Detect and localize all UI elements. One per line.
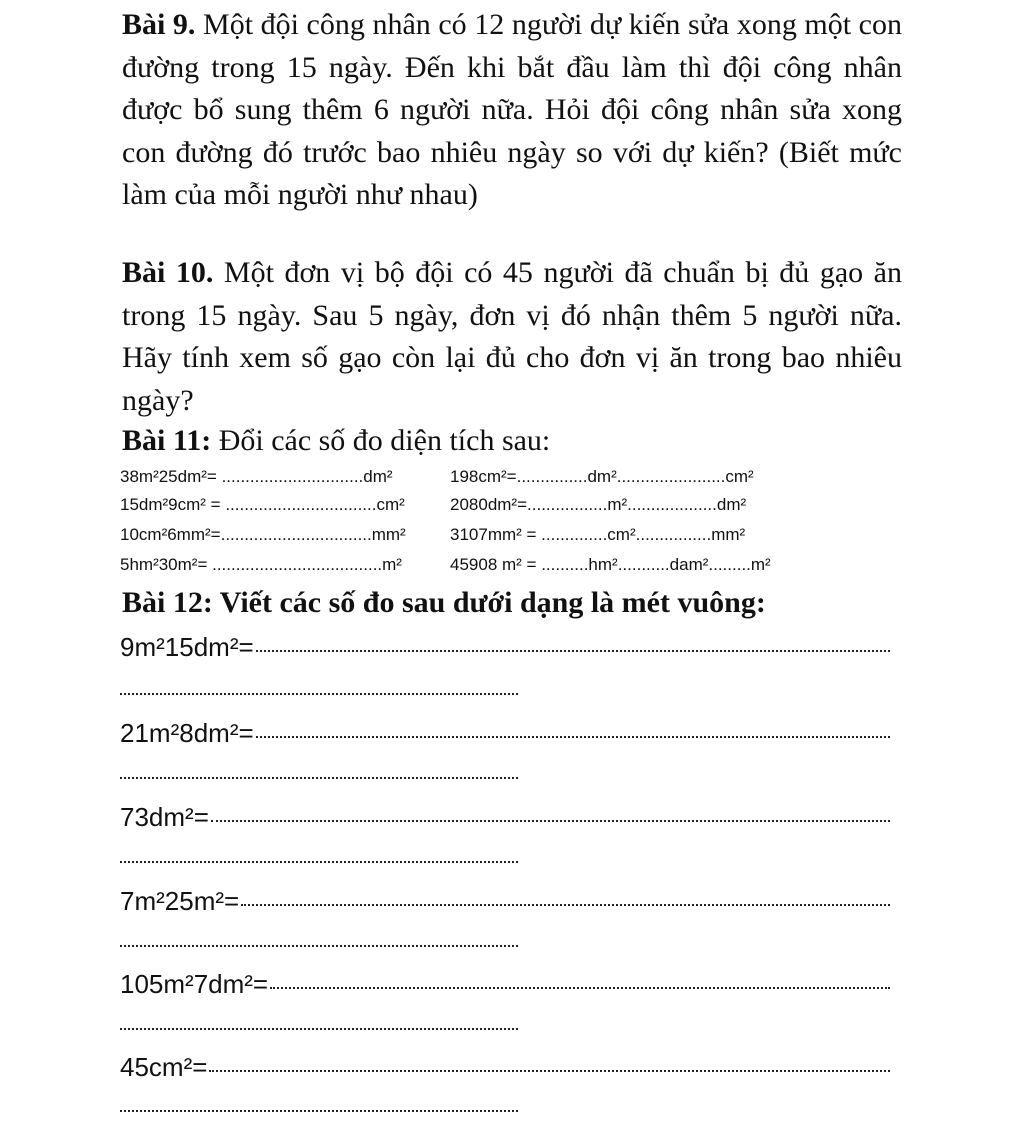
- exercise-12-item: [120, 965, 890, 1001]
- exercise-12-item: [120, 628, 890, 664]
- exercise-12-expression: 21m²8dm²=: [120, 718, 254, 748]
- answer-line[interactable]: [120, 1028, 518, 1030]
- answer-line[interactable]: [241, 878, 890, 906]
- conversion-left: 10cm²6mm²=................................mm²: [120, 525, 406, 544]
- conversion-right: 2080dm²=.................m²...................dm²: [450, 495, 747, 514]
- exercise-11-heading: [122, 420, 550, 462]
- answer-line[interactable]: [120, 861, 518, 863]
- answer-line[interactable]: [120, 777, 518, 779]
- exercise-12-expression: 45cm²=: [120, 1052, 208, 1082]
- exercise-11-label: Bài 11:: [122, 424, 212, 457]
- exercise-12-item: [120, 714, 890, 750]
- answer-line[interactable]: [120, 693, 518, 695]
- exercise-12-item: [120, 882, 890, 918]
- exercise-11-text: Đổi các số đo diện tích sau:: [218, 424, 551, 457]
- answer-line[interactable]: [209, 1044, 890, 1072]
- exercise-12-heading: Bài 12: Viết các số đo sau dưới dạng là mét vuông:: [122, 586, 766, 619]
- exercise-12-item: [120, 798, 890, 834]
- exercise-12-expression: 73dm²=: [120, 802, 209, 832]
- answer-line[interactable]: [211, 794, 890, 822]
- exercise-9-text: Một đội công nhân có 12 người dự kiến sửa xong một con đường trong 15 ngày. Đến khi bắt đầu làm thì đội công nhân được bổ sung thêm 6 người nữa. Hỏi đội công nhân sửa xong con đường đó trước bao nhiêu ngày so với dự kiến? (Biết mức làm của mỗi người như nhau): [122, 8, 902, 211]
- answer-line[interactable]: [270, 961, 890, 989]
- exercise-12-expression: 9m²15dm²=: [120, 632, 254, 662]
- exercise-9: [122, 4, 902, 217]
- exercise-10: [122, 252, 902, 422]
- exercise-10-text: Một đơn vị bộ đội có 45 người đã chuẩn bị đủ gạo ăn trong 15 ngày. Sau 5 ngày, đơn vị đó nhận thêm 5 người nữa. Hãy tính xem số gạo còn lại đủ cho đơn vị ăn trong bao nhiêu ngày?: [122, 256, 902, 417]
- answer-line[interactable]: [120, 1110, 518, 1112]
- exercise-12-expression: 105m²7dm²=: [120, 969, 269, 999]
- exercise-12-expression: 7m²25m²=: [120, 886, 240, 916]
- exercise-9-label: Bài 9.: [122, 8, 196, 41]
- answer-line[interactable]: [120, 945, 518, 947]
- answer-line[interactable]: [256, 710, 890, 738]
- conversion-left: 5hm²30m²= ....................................m²: [120, 555, 402, 574]
- exercise-12-item: [120, 1048, 890, 1084]
- conversion-right: 45908 m² = ..........hm²...........dam².........m²: [450, 555, 771, 574]
- conversion-right: 3107mm² = ..............cm²................mm²: [450, 525, 746, 544]
- conversion-right: 198cm²=...............dm².......................cm²: [450, 467, 754, 486]
- conversion-left: 38m²25dm²= ..............................dm²: [120, 467, 393, 486]
- conversion-left: 15dm²9cm² = ................................cm²: [120, 495, 405, 514]
- answer-line[interactable]: [256, 624, 890, 652]
- exercise-10-label: Bài 10.: [122, 256, 214, 289]
